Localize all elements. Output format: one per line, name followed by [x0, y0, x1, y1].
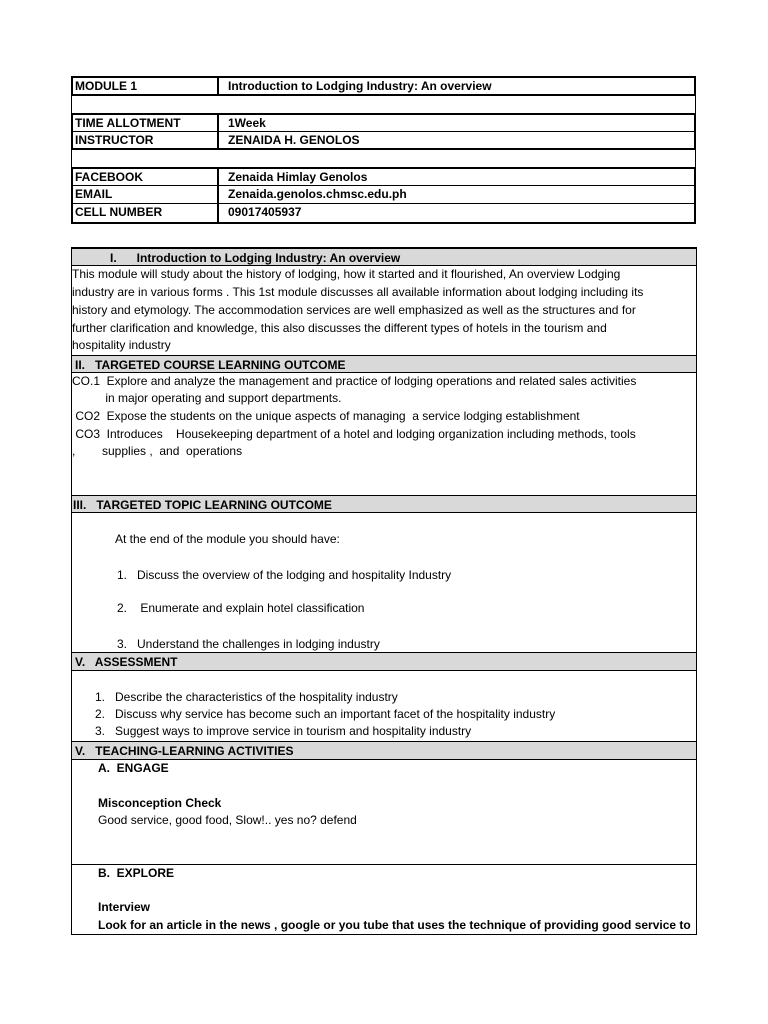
time-value: 1Week	[218, 113, 696, 132]
time-label: TIME ALLOTMENT	[71, 113, 218, 132]
outcome-line: in major operating and support departments.	[72, 391, 342, 405]
section-1-line: industry are in various forms . This 1st module discusses all available information about lodging including its	[72, 285, 644, 299]
topic-outcome-item: 3. Understand the challenges in lodging industry	[117, 637, 380, 651]
cell-value: 09017405937	[218, 204, 696, 224]
module-value: Introduction to Lodging Industry: An overview	[218, 76, 696, 96]
email-label: EMAIL	[71, 186, 218, 204]
cell-label: CELL NUMBER	[71, 204, 218, 224]
section-4-heading: V. ASSESSMENT	[72, 652, 696, 671]
section-1-line: hospitality industry	[72, 338, 171, 352]
outcome-line: CO2 Expose the students on the unique aspects of managing a service lodging establishment	[72, 409, 580, 423]
email-value: Zenaida.genolos.chmsc.edu.ph	[218, 186, 696, 204]
assessment-item: 1. Describe the characteristics of the hospitality industry	[95, 690, 398, 704]
explore-subtitle: Interview	[98, 900, 151, 914]
facebook-value: Zenaida Himlay Genolos	[218, 167, 696, 186]
module-label: MODULE 1	[71, 76, 218, 96]
engage-text: Good service, good food, Slow!.. yes no? defend	[98, 813, 357, 827]
engage-subtitle: Misconception Check	[98, 796, 222, 810]
spacer-row	[71, 150, 696, 167]
explore-title: B. EXPLORE	[98, 866, 175, 880]
section-1-heading: I. Introduction to Lodging Industry: An overview	[72, 249, 696, 266]
section-1-line: history and etymology. The accommodation services are well emphasized as well as the structures and for	[72, 303, 636, 317]
outcome-line: , supplies , and operations	[72, 444, 243, 458]
instructor-value: ZENAIDA H. GENOLOS	[218, 132, 696, 150]
section-3-intro: At the end of the module you should have:	[115, 532, 340, 546]
section-2-heading: II. TARGETED COURSE LEARNING OUTCOME	[72, 355, 696, 373]
explore-text: Look for an article in the news , google or you tube that uses the technique of providing good service to	[98, 918, 691, 932]
facebook-label: FACEBOOK	[71, 167, 218, 186]
section-3-heading: III. TARGETED TOPIC LEARNING OUTCOME	[72, 495, 696, 513]
spacer-row	[71, 96, 696, 113]
instructor-label: INSTRUCTOR	[71, 132, 218, 150]
assessment-item: 3. Suggest ways to improve service in tourism and hospitality industry	[95, 724, 472, 738]
assessment-item: 2. Discuss why service has become such an important facet of the hospitality industry	[95, 707, 556, 721]
outcome-line: CO3 Introduces Housekeeping department of a hotel and lodging organization including methods, tools	[72, 427, 636, 441]
topic-outcome-item: 2. Enumerate and explain hotel classification	[117, 601, 365, 615]
section-1-line: This module will study about the history of lodging, how it started and it flourished, An overview Lodging	[72, 267, 621, 281]
engage-title: A. ENGAGE	[98, 761, 169, 775]
section-1-line: further clarification and knowledge, this also discusses the different types of hotels in the tourism and	[72, 321, 607, 335]
section-5-heading: V. TEACHING-LEARNING ACTIVITIES	[72, 741, 696, 760]
outcome-line: CO.1 Explore and analyze the management and practice of lodging operations and related sales activities	[72, 374, 637, 388]
topic-outcome-item: 1. Discuss the overview of the lodging and hospitality Industry	[117, 568, 452, 582]
